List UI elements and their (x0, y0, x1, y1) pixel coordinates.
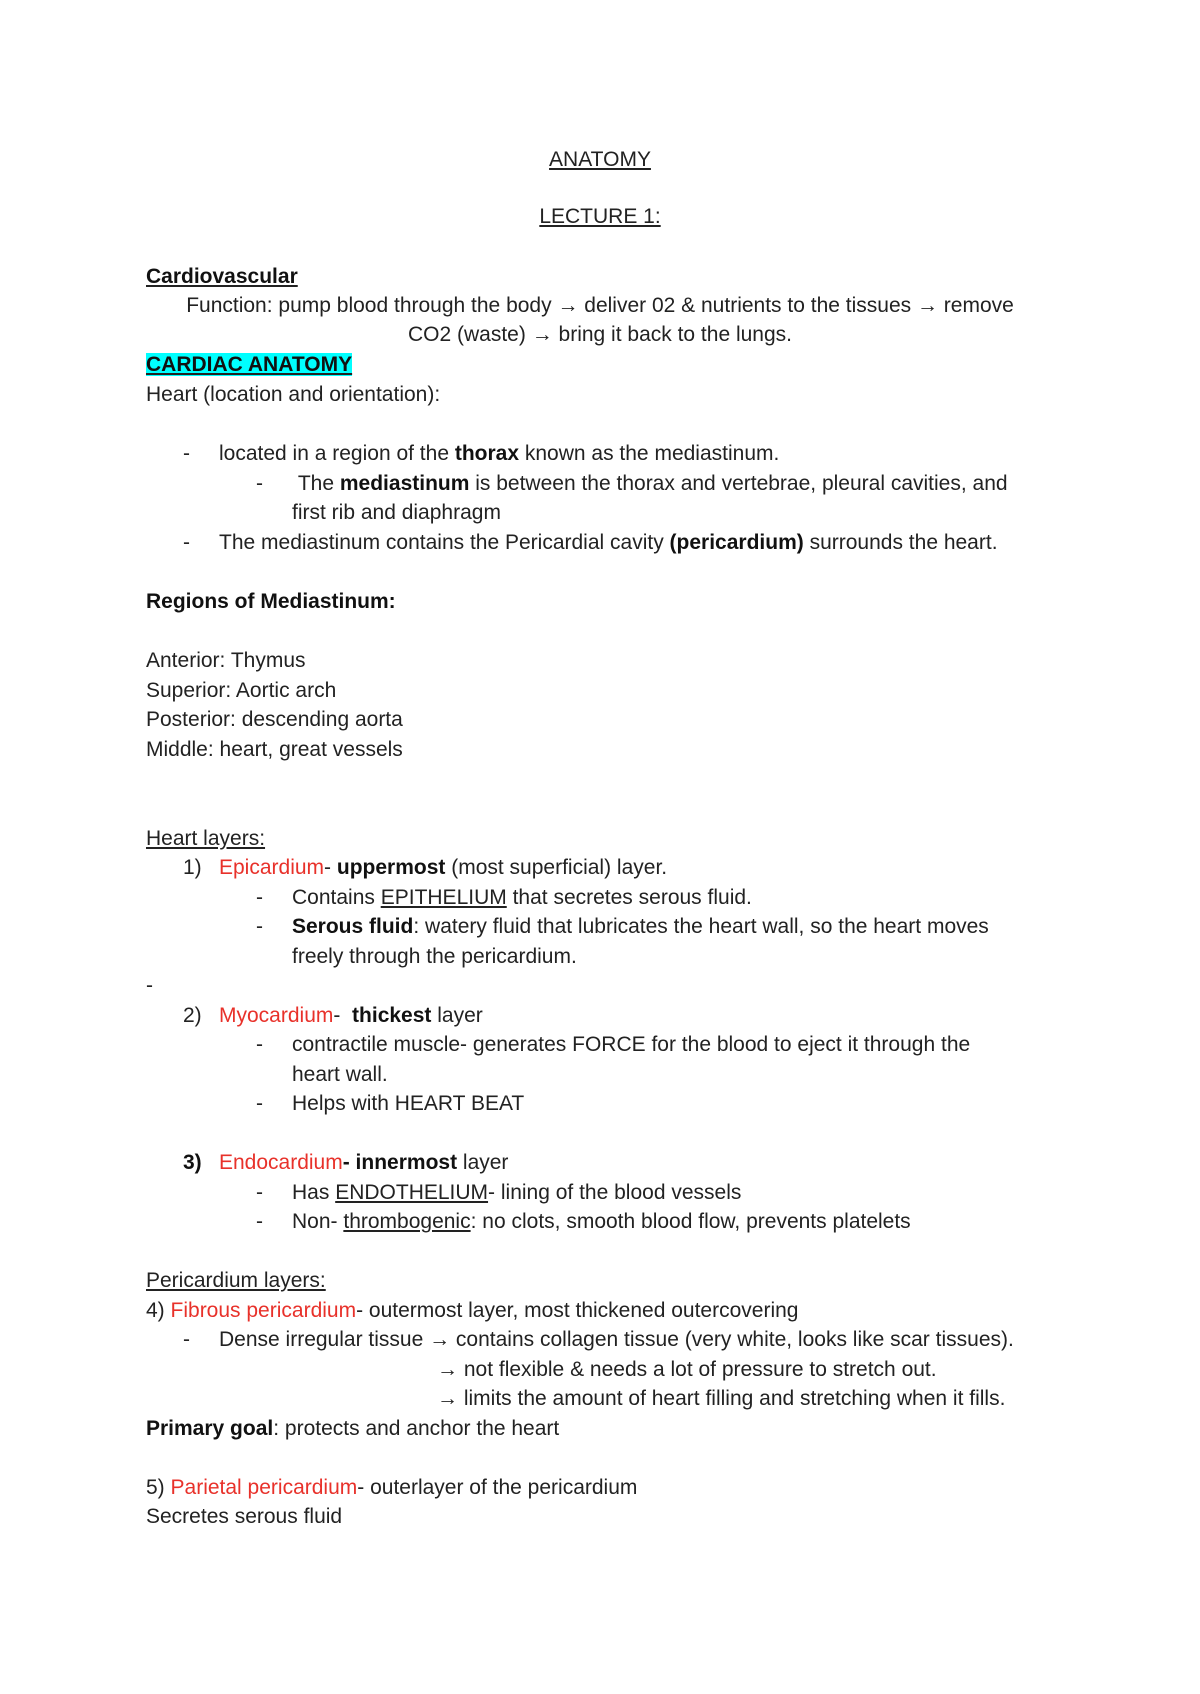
heart-layers-heading: Heart layers: (146, 827, 266, 850)
region-item: Superior: Aortic arch (146, 679, 337, 702)
myocardium-sub-contractile: - contractile muscle- generates FORCE for the blood to eject it through the (256, 1033, 971, 1056)
bullet-pericardial-cavity: - The mediastinum contains the Pericardial cavity (pericardium) surrounds the heart. (183, 531, 998, 554)
function-line-1: Function: pump blood through the body → deliver 02 & nutrients to the tissues → remove (186, 294, 1014, 317)
endocardium-sub-thrombogenic: - Non- thrombogenic: no clots, smooth blood flow, prevents platelets (256, 1210, 911, 1233)
myocardium-sub-heartbeat: - Helps with HEART BEAT (256, 1092, 525, 1115)
cardiac-anatomy-heading: CARDIAC ANATOMY (146, 353, 353, 376)
epicardium-sub-epithelium: - Contains EPITHELIUM that secretes serous fluid. (256, 886, 752, 909)
fibrous-sub-flexible: → not flexible & needs a lot of pressure to stretch out. (437, 1358, 937, 1381)
bullet-thorax: - located in a region of the thorax known as the mediastinum. (183, 442, 780, 465)
parietal-pericardium-item: 5) Parietal pericardium- outerlayer of the pericardium (146, 1476, 638, 1499)
parietal-note: Secretes serous fluid (146, 1505, 343, 1528)
pericardium-layers-heading: Pericardium layers: (146, 1269, 326, 1292)
myocardium-item: 2) Myocardium- thickest layer (183, 1004, 483, 1027)
endocardium-item: 3) Endocardium- innermost layer (183, 1151, 509, 1174)
myocardium-sub-contractile-cont: heart wall. (292, 1063, 388, 1086)
epicardium-sub-serous-cont: freely through the pericardium. (292, 945, 577, 968)
bullet-mediastinum: - The mediastinum is between the thorax and vertebrae, pleural cavities, and (256, 472, 1008, 495)
bullet-mediastinum-cont: first rib and diaphragm (292, 501, 501, 524)
fibrous-sub-dense: - Dense irregular tissue → contains collagen tissue (very white, looks like scar tissues). (183, 1328, 1014, 1351)
epicardium-item: 1) Epicardium- uppermost (most superficial) layer. (183, 856, 668, 879)
epicardium-sub-serous: - Serous fluid: watery fluid that lubricates the heart wall, so the heart moves (256, 915, 989, 938)
primary-goal-line: Primary goal: protects and anchor the heart (146, 1417, 560, 1440)
heart-location-text: Heart (location and orientation): (146, 383, 441, 406)
region-item: Middle: heart, great vessels (146, 738, 403, 761)
fibrous-pericardium-item: 4) Fibrous pericardium- outermost layer, most thickened outercovering (146, 1299, 799, 1322)
region-item: Anterior: Thymus (146, 649, 306, 672)
fibrous-sub-limits: → limits the amount of heart filling and stretching when it fills. (437, 1387, 1006, 1410)
document-title: ANATOMY (549, 148, 651, 171)
region-item: Posterior: descending aorta (146, 708, 403, 731)
cardiovascular-heading: Cardiovascular (146, 265, 298, 288)
regions-heading: Regions of Mediastinum: (146, 590, 396, 613)
lone-dash: - (146, 974, 153, 997)
lecture-heading: LECTURE 1: (539, 205, 661, 228)
function-line-2: CO2 (waste) → bring it back to the lungs. (408, 323, 792, 346)
endocardium-sub-endothelium: - Has ENDOTHELIUM- lining of the blood vessels (256, 1181, 742, 1204)
